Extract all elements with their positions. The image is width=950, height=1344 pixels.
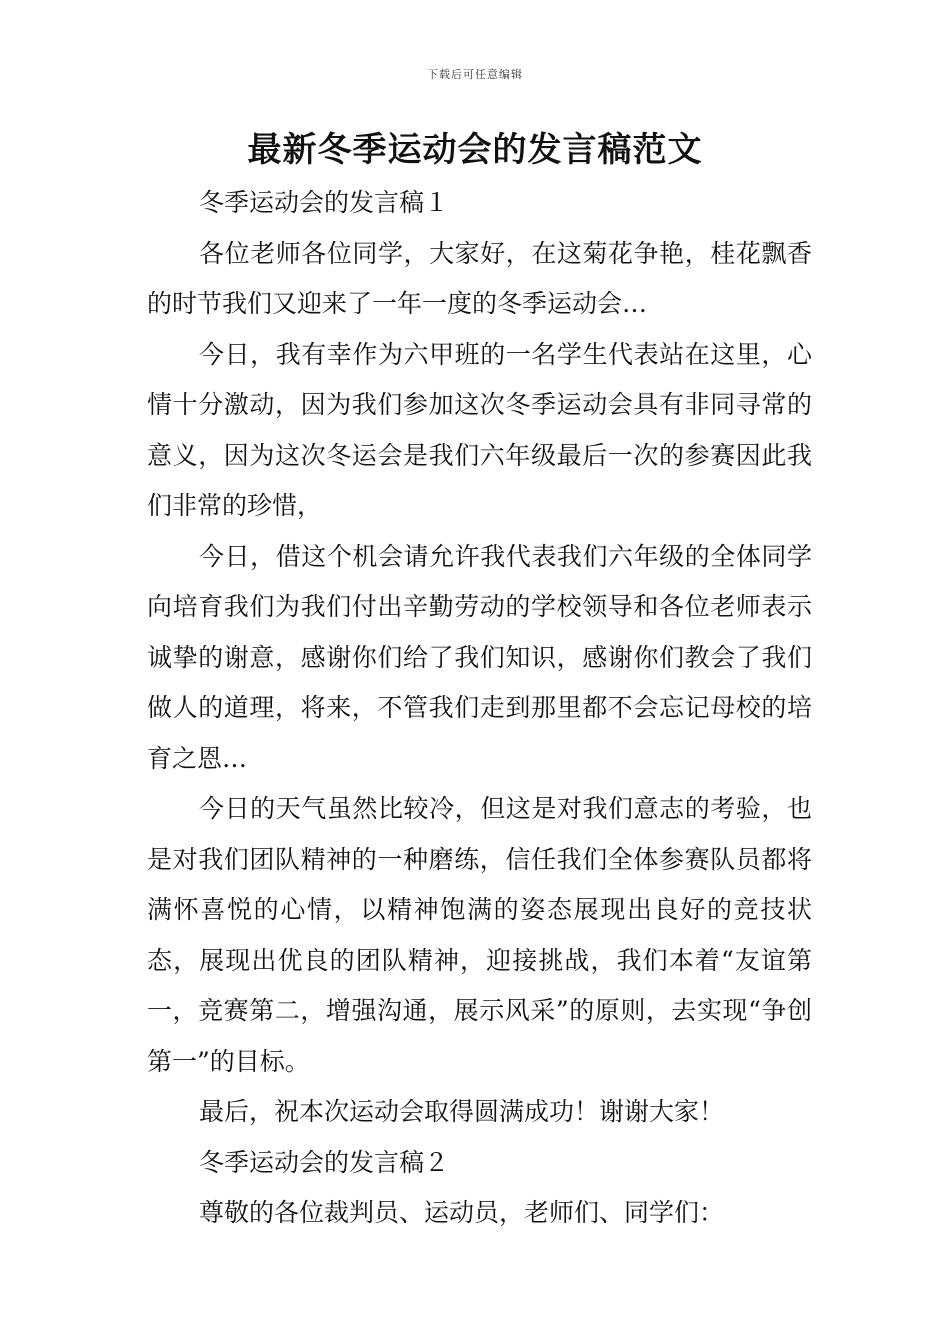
section-heading-2: 冬季运动会的发言稿２ <box>199 1147 450 1177</box>
section-heading-1: 冬季运动会的发言稿１ <box>199 188 450 217</box>
paragraph-weather: 今日的天气虽然比较冷，但这是对我们意志的考验，也是对我们团队精神的一种磨练，信任我们全体参赛队员都将满怀喜悦的心情，以精神饱满的姿态展现出良好的竞技状态，展现出优良的团队精神，迎接挑战，我们本着“友谊第一，竞赛第二，增强沟通，展示风采”的原则，去实现“争创第一”的目标。 <box>147 794 812 1076</box>
document-body <box>147 178 812 1239</box>
paragraph-thanks: 今日，借这个机会请允许我代表我们六年级的全体同学向培育我们为我们付出辛勤劳动的学校领导和各位老师表示诚挚的谢意，感谢你们给了我们知识，感谢你们教会了我们做人的道理，将来，不管我们走到那里都不会忘记母校的培育之恩… <box>147 541 812 773</box>
paragraph-greeting: 各位老师各位同学，大家好，在这菊花争艳，桂花飘香的时节我们又迎来了一年一度的冬季运动会… <box>147 238 812 318</box>
paragraph-closing: 最后，祝本次运动会取得圆满成功！谢谢大家！ <box>199 1097 725 1126</box>
document-title: 最新冬季运动会的发言稿范文 <box>247 130 703 170</box>
paragraph-salutation: 尊敬的各位裁判员、运动员，老师们、同学们： <box>199 1198 725 1227</box>
paragraph-representative: 今日，我有幸作为六甲班的一名学生代表站在这里，心情十分激动，因为我们参加这次冬季运动会具有非同寻常的意义，因为这次冬运会是我们六年级最后一次的参赛因此我们非常的珍惜， <box>147 339 812 520</box>
header-note: 下载后可任意编辑 <box>427 68 523 81</box>
